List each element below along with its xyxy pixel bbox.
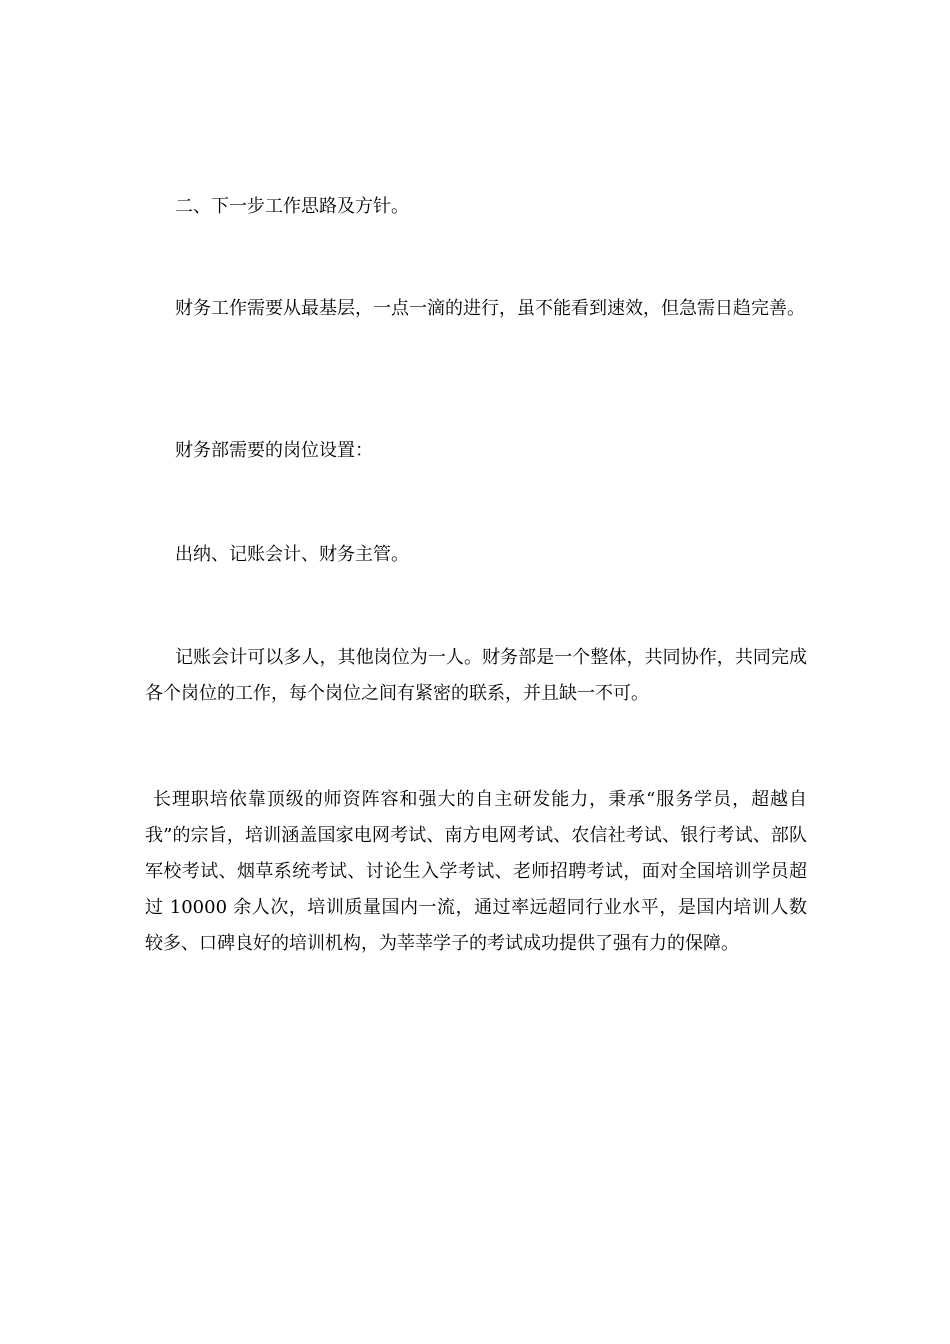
section-heading: 二、下一步工作思路及方针。 xyxy=(175,196,409,217)
paragraph-finance-work: 财务工作需要从最基层，一点一滴的进行，虽不能看到速效，但急需日趋完善。 xyxy=(175,298,805,319)
paragraph-training-promo: 长理职培依靠顶级的师资阵容和强大的自主研发能力，秉承“服务学员，超越自我”的宗旨，培训涵盖国家电网考试、南方电网考试、农信社考试、银行考试、部队军校考试、烟草系统考试、讨论生入学考试、老师招聘考试，面对全国培训学员超过 10000 余人次，培训质量国内一流，通过率远超同行业水平，是国内培训人数较多、口碑良好的培训机构，为莘莘学子的考试成功提供了强有力的保障。 xyxy=(145,789,807,954)
paragraph-position-setup: 财务部需要的岗位设置： xyxy=(175,440,373,461)
paragraph-accounting-team: 记账会计可以多人，其他岗位为一人。财务部是一个整体，共同协作，共同完成各个岗位的工作，每个岗位之间有紧密的联系，并且缺一不可。 xyxy=(145,647,807,704)
paragraph-position-list: 出纳、记账会计、财务主管。 xyxy=(175,544,409,565)
